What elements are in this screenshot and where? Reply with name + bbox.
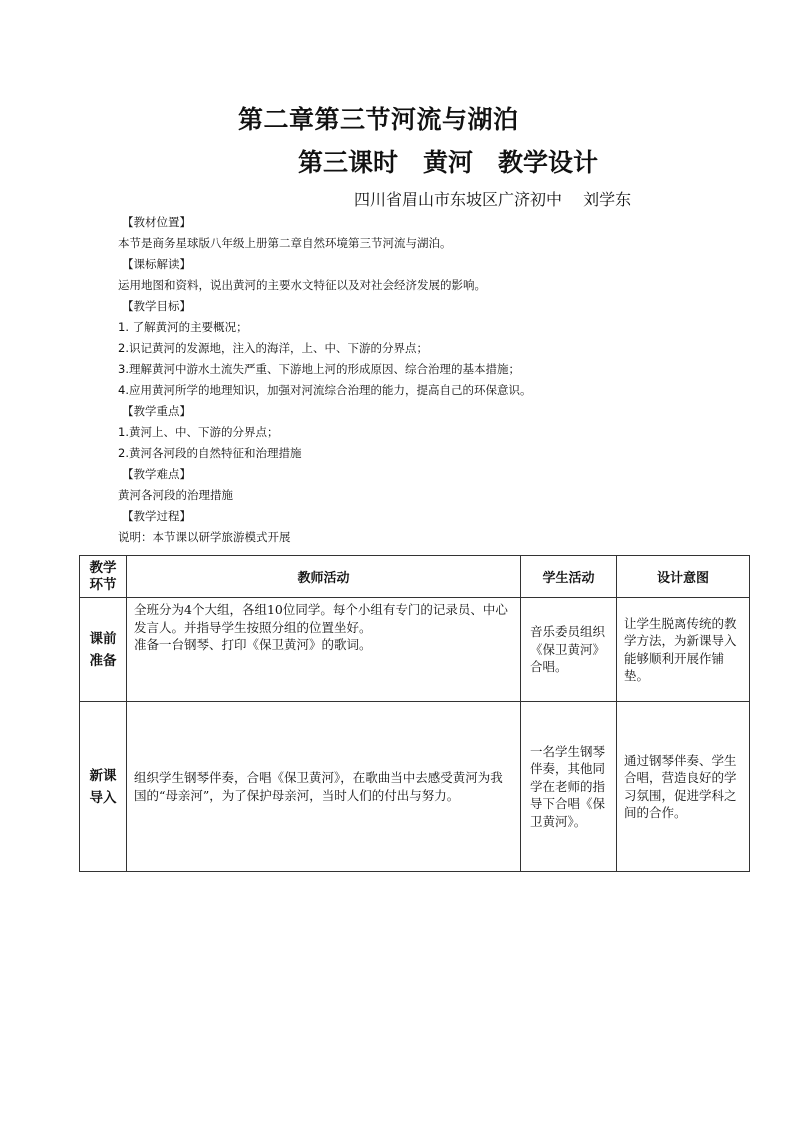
standard-text: 运用地图和资料，说出黄河的主要水文特征以及对社会经济发展的影响。 — [118, 278, 486, 292]
difficult-text: 黄河各河段的治理措施 — [118, 488, 233, 502]
page-title: 第二章第三节河流与湖泊 — [238, 105, 519, 134]
table-header-row — [80, 556, 750, 598]
teacher-activity-text: 全班分为4个大组，各组10位同学。每个小组有专门的记录员、中心发言人。并指导学生按照分组的位置坐好。 — [134, 602, 508, 635]
goals-heading: 【教学目标】 — [122, 299, 191, 313]
stage-cell: 课前准备 — [80, 598, 127, 702]
key-heading: 【教学重点】 — [122, 404, 191, 418]
key-point: 1.黄河上、中、下游的分界点； — [118, 425, 279, 439]
author-line: 四川省眉山市东坡区广济初中 刘学东 — [354, 190, 632, 209]
goal-item: 2.识记黄河的发源地，注入的海洋，上、中、下游的分界点； — [118, 341, 428, 355]
teacher-activity-cell: 组织学生钢琴伴奏，合唱《保卫黄河》，在歌曲当中去感受黄河为我国的“母亲河”，为了保护母亲河，当时人们的付出与努力。 — [127, 702, 521, 872]
lesson-process-table — [79, 555, 750, 872]
process-heading: 【教学过程】 — [122, 509, 191, 523]
design-intent-cell: 通过钢琴伴奏、学生合唱，营造良好的学习氛围，促进学科之间的合作。 — [617, 702, 750, 872]
lesson-subtitle: 第三课时 黄河 教学设计 — [298, 148, 599, 177]
material-text: 本节是商务星球版八年级上册第二章自然环境第三节河流与湖泊。 — [118, 236, 452, 250]
lesson-outline — [118, 212, 758, 548]
goal-item: 1. 了解黄河的主要概况； — [118, 320, 248, 334]
table-row — [80, 702, 750, 872]
stage-cell: 新课导入 — [80, 702, 127, 872]
goal-item: 4.应用黄河所学的地理知识，加强对河流综合治理的能力，提高自己的环保意识。 — [118, 383, 532, 397]
key-point: 2.黄河各河段的自然特征和治理措施 — [118, 446, 302, 460]
design-intent-cell: 让学生脱离传统的教学方法，为新课导入能够顺利开展作铺垫。 — [617, 598, 750, 702]
header-student: 学生活动 — [521, 556, 617, 598]
header-intent: 设计意图 — [617, 556, 750, 598]
process-text: 说明：本节课以研学旅游模式开展 — [118, 530, 291, 544]
goal-item: 3.理解黄河中游水土流失严重、下游地上河的形成原因、综合治理的基本措施； — [118, 362, 520, 376]
teacher-activity-cell — [127, 598, 521, 702]
header-teacher: 教师活动 — [127, 556, 521, 598]
material-heading: 【教材位置】 — [122, 215, 191, 229]
header-stage: 教学环节 — [80, 556, 127, 598]
table-row — [80, 598, 750, 702]
standard-heading: 【课标解读】 — [122, 257, 191, 271]
student-activity-cell: 一名学生钢琴伴奏，其他同学在老师的指导下合唱《保卫黄河》。 — [521, 702, 617, 872]
difficult-heading: 【教学难点】 — [122, 467, 191, 481]
student-activity-cell: 音乐委员组织《保卫黄河》合唱。 — [521, 598, 617, 702]
teacher-activity-text: 准备一台钢琴、打印《保卫黄河》的歌词。 — [134, 637, 372, 652]
